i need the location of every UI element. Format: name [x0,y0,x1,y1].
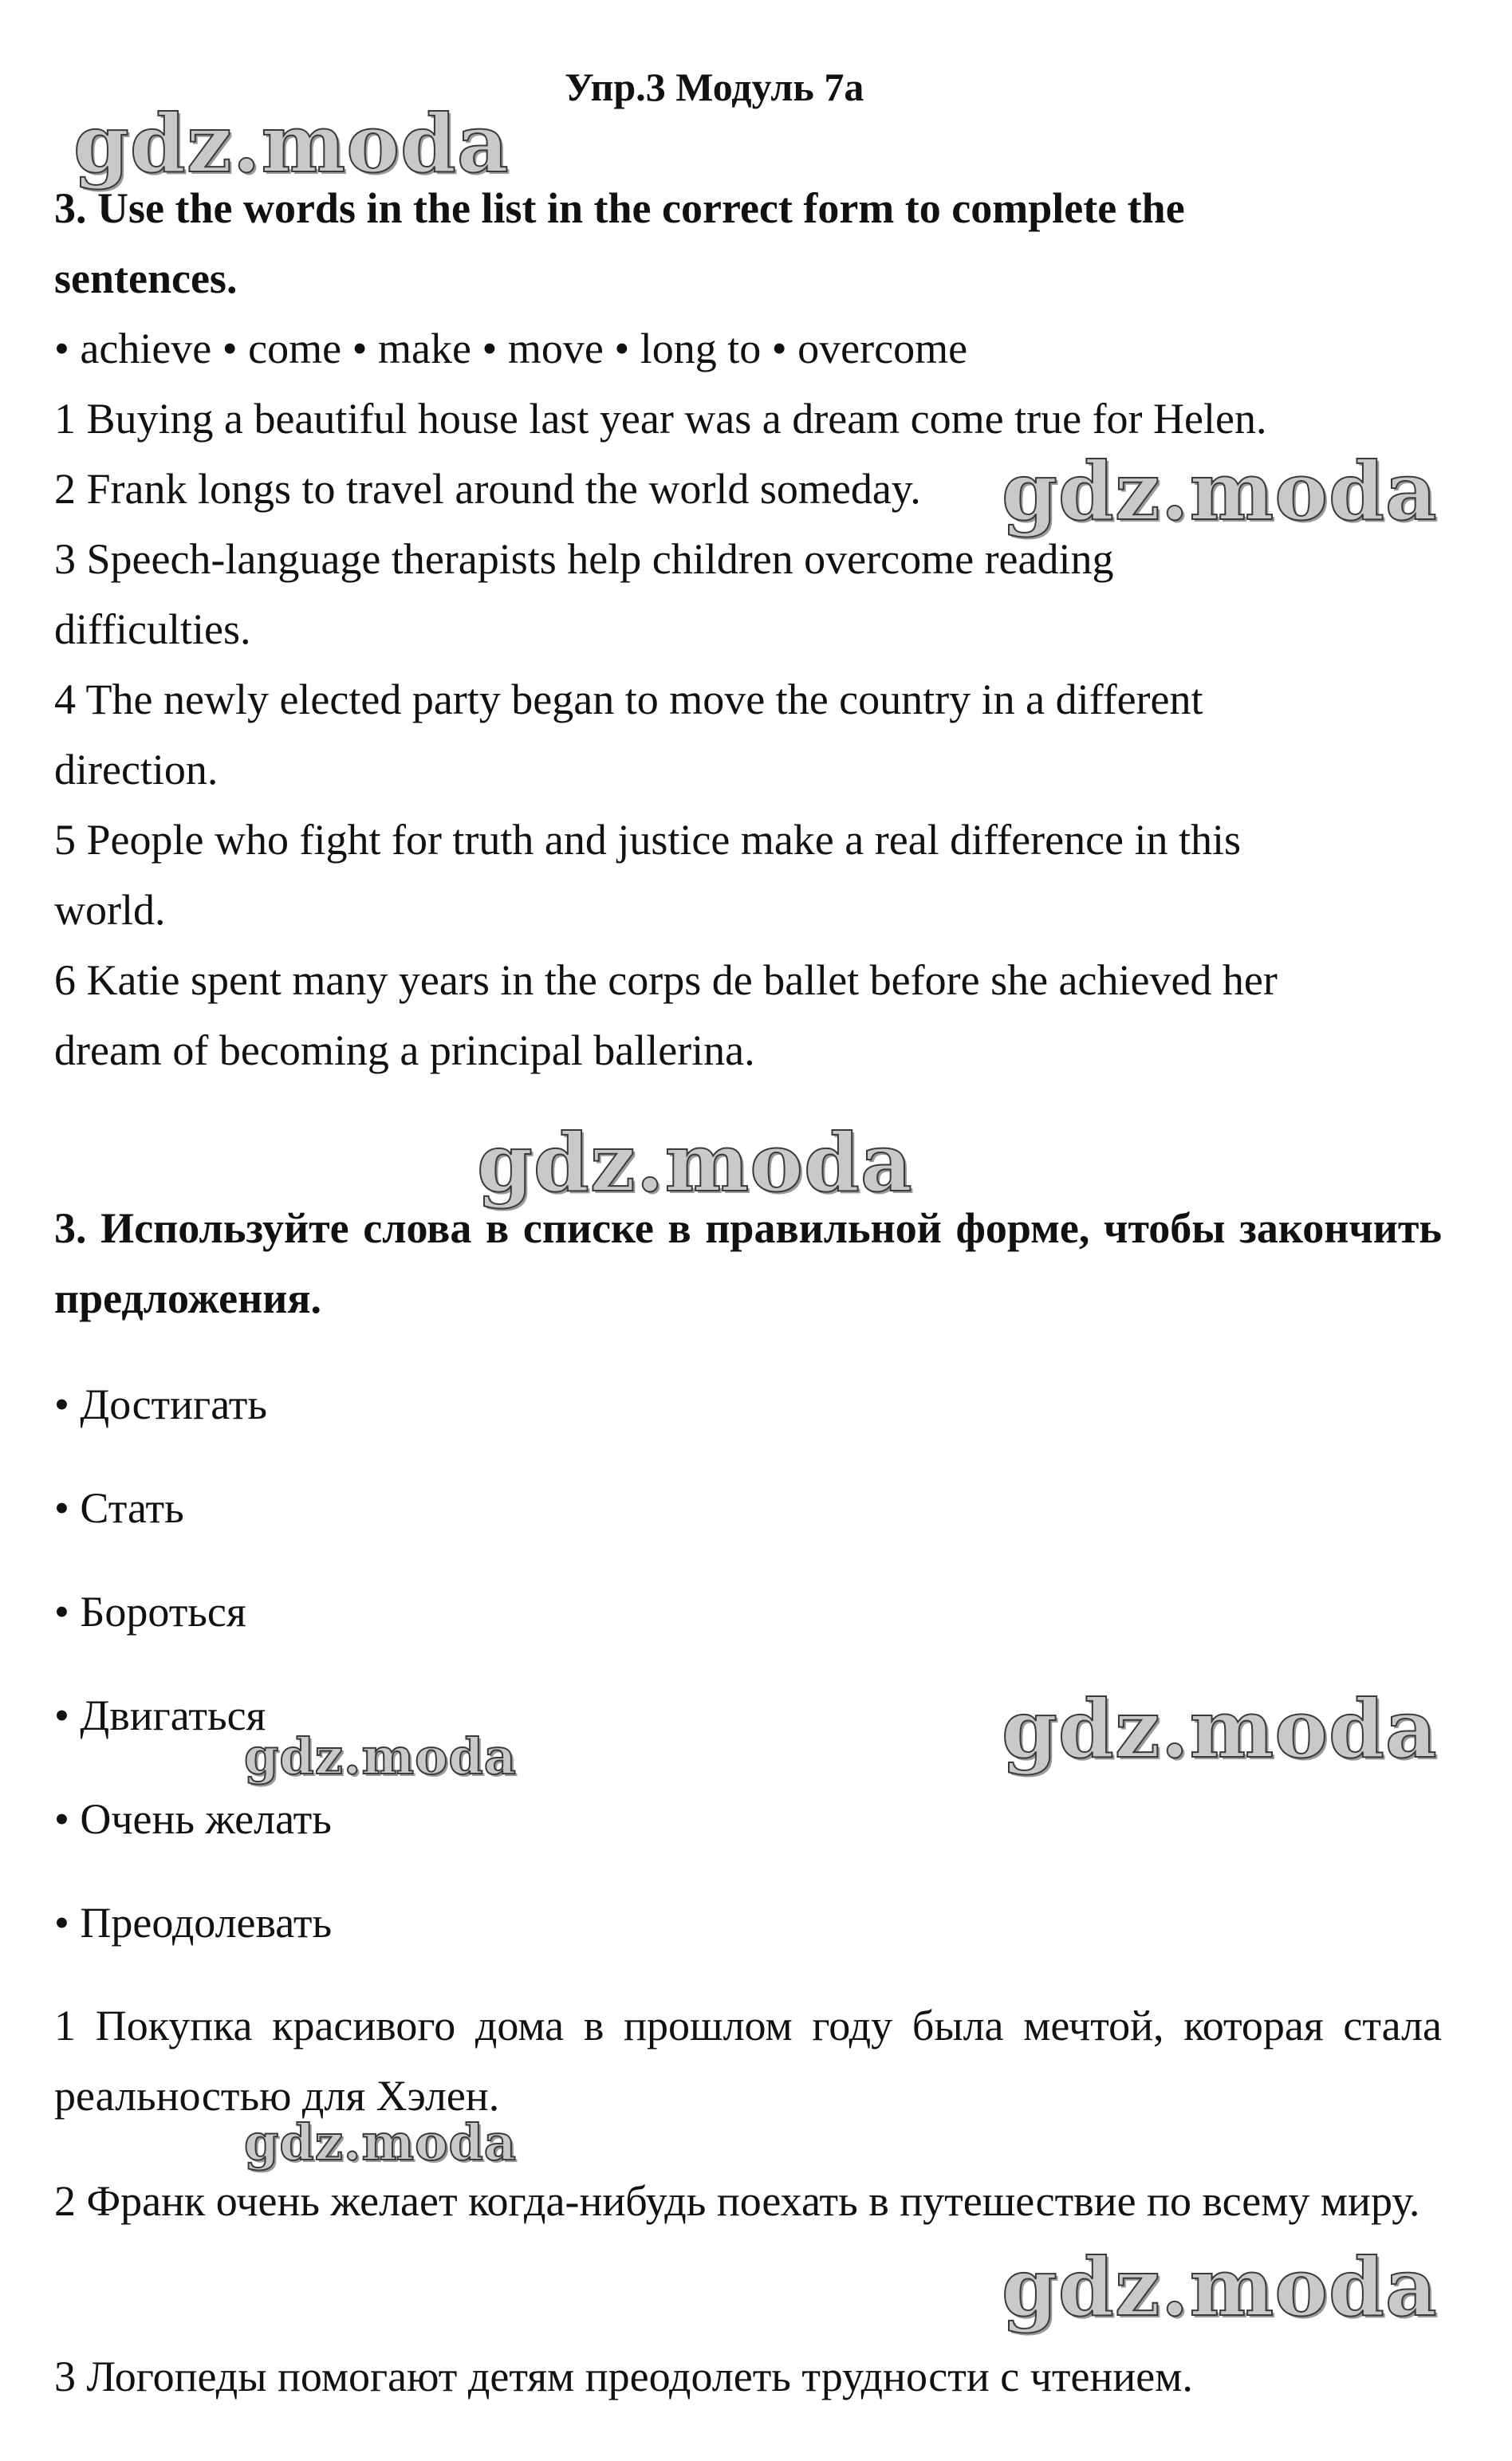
russian-word-3: • Бороться [54,1588,246,1636]
watermark-logo: gdz.moda [1002,1682,1438,1776]
watermark-logo: gdz.moda [244,2113,517,2172]
english-line-7: 5 People who fight for truth and justice make a real difference in this [54,816,1242,864]
english-task-line-2: sentences. [54,254,238,302]
english-line-3: 3 Speech-language therapists help children overcome reading [54,535,1114,583]
russian-sentence-2: 2 Франк очень желает когда-нибудь поехать в путешествие по всему миру. [54,2177,1420,2225]
english-word-list: • achieve • come • make • move • long to • overcome [54,325,968,372]
watermark-logo: gdz.moda [1002,2240,1438,2334]
russian-task: 3. Используйте слова в списке в правильной форме, чтобы закончить предложения. [54,1204,1442,1322]
russian-word-6: • Преодолевать [54,1899,333,1947]
english-line-6: direction. [54,746,219,793]
watermark-logo: gdz.moda [244,1727,517,1786]
english-task-line-1: 3. Use the words in the list in the correct form to complete the [54,184,1185,232]
russian-sentence-1: 1 Покупка красивого дома в прошлом году была мечтой, которая стала реальностью для Хэлен. [54,2002,1442,2120]
english-line-9: 6 Katie spent many years in the corps de ballet before she achieved her [54,956,1278,1004]
watermark-logo: gdz.moda [477,1116,913,1210]
english-line-1: 1 Buying a beautiful house last year was a dream come true for Helen. [54,395,1267,443]
english-line-10: dream of becoming a principal ballerina. [54,1026,755,1074]
english-line-4: difficulties. [54,605,251,653]
watermark-logo: gdz.moda [73,96,510,191]
russian-word-1: • Достигать [54,1380,267,1428]
russian-word-4: • Двигаться [54,1691,266,1739]
russian-word-5: • Очень желать [54,1795,332,1843]
russian-word-2: • Стать [54,1484,184,1532]
english-line-8: world. [54,886,166,934]
page-title: Упр.3 Модуль 7а [565,65,864,109]
english-line-2: 2 Frank longs to travel around the world someday. [54,465,921,513]
watermark-logo: gdz.moda [1002,444,1438,538]
russian-sentence-3: 3 Логопеды помогают детям преодолеть трудности с чтением. [54,2353,1193,2400]
english-line-5: 4 The newly elected party began to move the country in a different [54,675,1203,723]
